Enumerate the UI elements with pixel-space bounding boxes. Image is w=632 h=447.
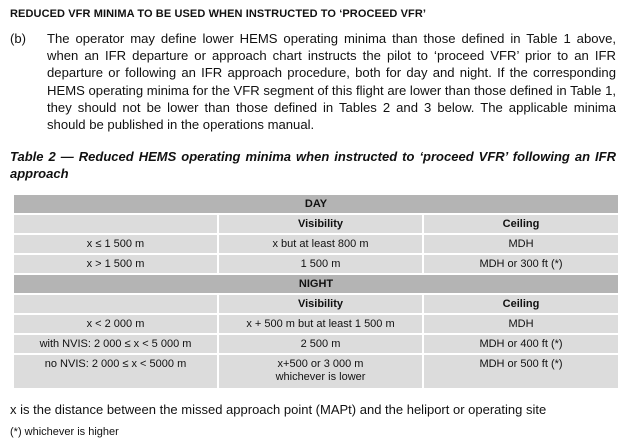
table-row	[13, 354, 619, 389]
note-x-definition: x is the distance between the missed approach point (MAPt) and the heliport or operating site	[10, 402, 547, 417]
day-header-row	[13, 214, 619, 234]
day-row1-visibility: x but at least 800 m	[218, 234, 423, 254]
day-header-visibility: Visibility	[218, 214, 423, 234]
section-heading: REDUCED VFR MINIMA TO BE USED WHEN INSTRUCTED TO ‘PROCEED VFR’	[10, 8, 427, 20]
day-row2-visibility: 1 500 m	[218, 254, 423, 274]
night-title: NIGHT	[13, 274, 619, 294]
night-row3-visibility-line2: whichever is lower	[275, 371, 366, 383]
table-row	[13, 254, 619, 274]
note-asterisk: (*) whichever is higher	[10, 426, 119, 438]
day-row2-ceiling: MDH or 300 ft (*)	[423, 254, 619, 274]
table-row	[13, 234, 619, 254]
night-row2-visibility: 2 500 m	[218, 334, 423, 354]
night-row1-visibility: x + 500 m but at least 1 500 m	[218, 314, 423, 334]
day-row1-ceiling: MDH	[423, 234, 619, 254]
night-row3-condition: no NVIS: 2 000 ≤ x < 5000 m	[13, 354, 218, 389]
minima-table	[12, 193, 620, 390]
night-row1-condition: x < 2 000 m	[13, 314, 218, 334]
day-row1-condition: x ≤ 1 500 m	[13, 234, 218, 254]
table-row	[13, 314, 619, 334]
night-row3-visibility-line1: x+500 or 3 000 m	[277, 358, 364, 370]
day-section-row	[13, 194, 619, 214]
night-row1-ceiling: MDH	[423, 314, 619, 334]
day-row2-condition: x > 1 500 m	[13, 254, 218, 274]
paragraph-label: (b)	[10, 31, 27, 46]
night-row3-ceiling: MDH or 500 ft (*)	[423, 354, 619, 389]
night-section-row	[13, 274, 619, 294]
night-header-ceiling: Ceiling	[423, 294, 619, 314]
night-header-visibility: Visibility	[218, 294, 423, 314]
night-header-blank	[13, 294, 218, 314]
table-row	[13, 334, 619, 354]
day-header-ceiling: Ceiling	[423, 214, 619, 234]
day-title: DAY	[13, 194, 619, 214]
night-header-row	[13, 294, 619, 314]
paragraph-b	[10, 30, 616, 133]
paragraph-text: The operator may define lower HEMS operating minima than those defined in Table 1 above, when an IFR departure or approach chart instructs the pilot to ‘proceed VFR’ prior to an IFR departure or following an IFR approach procedure, both for day and night. If the corresponding HEMS operating minima for the VFR segment of this flight are lower than those defined in Table 1, they should not be lower than those defined in Tables 2 and 3 below. The applicable minima should be published in the operations manual.	[47, 31, 616, 133]
night-row2-condition: with NVIS: 2 000 ≤ x < 5 000 m	[13, 334, 218, 354]
day-header-blank	[13, 214, 218, 234]
night-row2-ceiling: MDH or 400 ft (*)	[423, 334, 619, 354]
table-caption: Table 2 — Reduced HEMS operating minima when instructed to ‘proceed VFR’ following an IFR approach	[10, 149, 616, 181]
night-row3-visibility	[218, 354, 423, 389]
